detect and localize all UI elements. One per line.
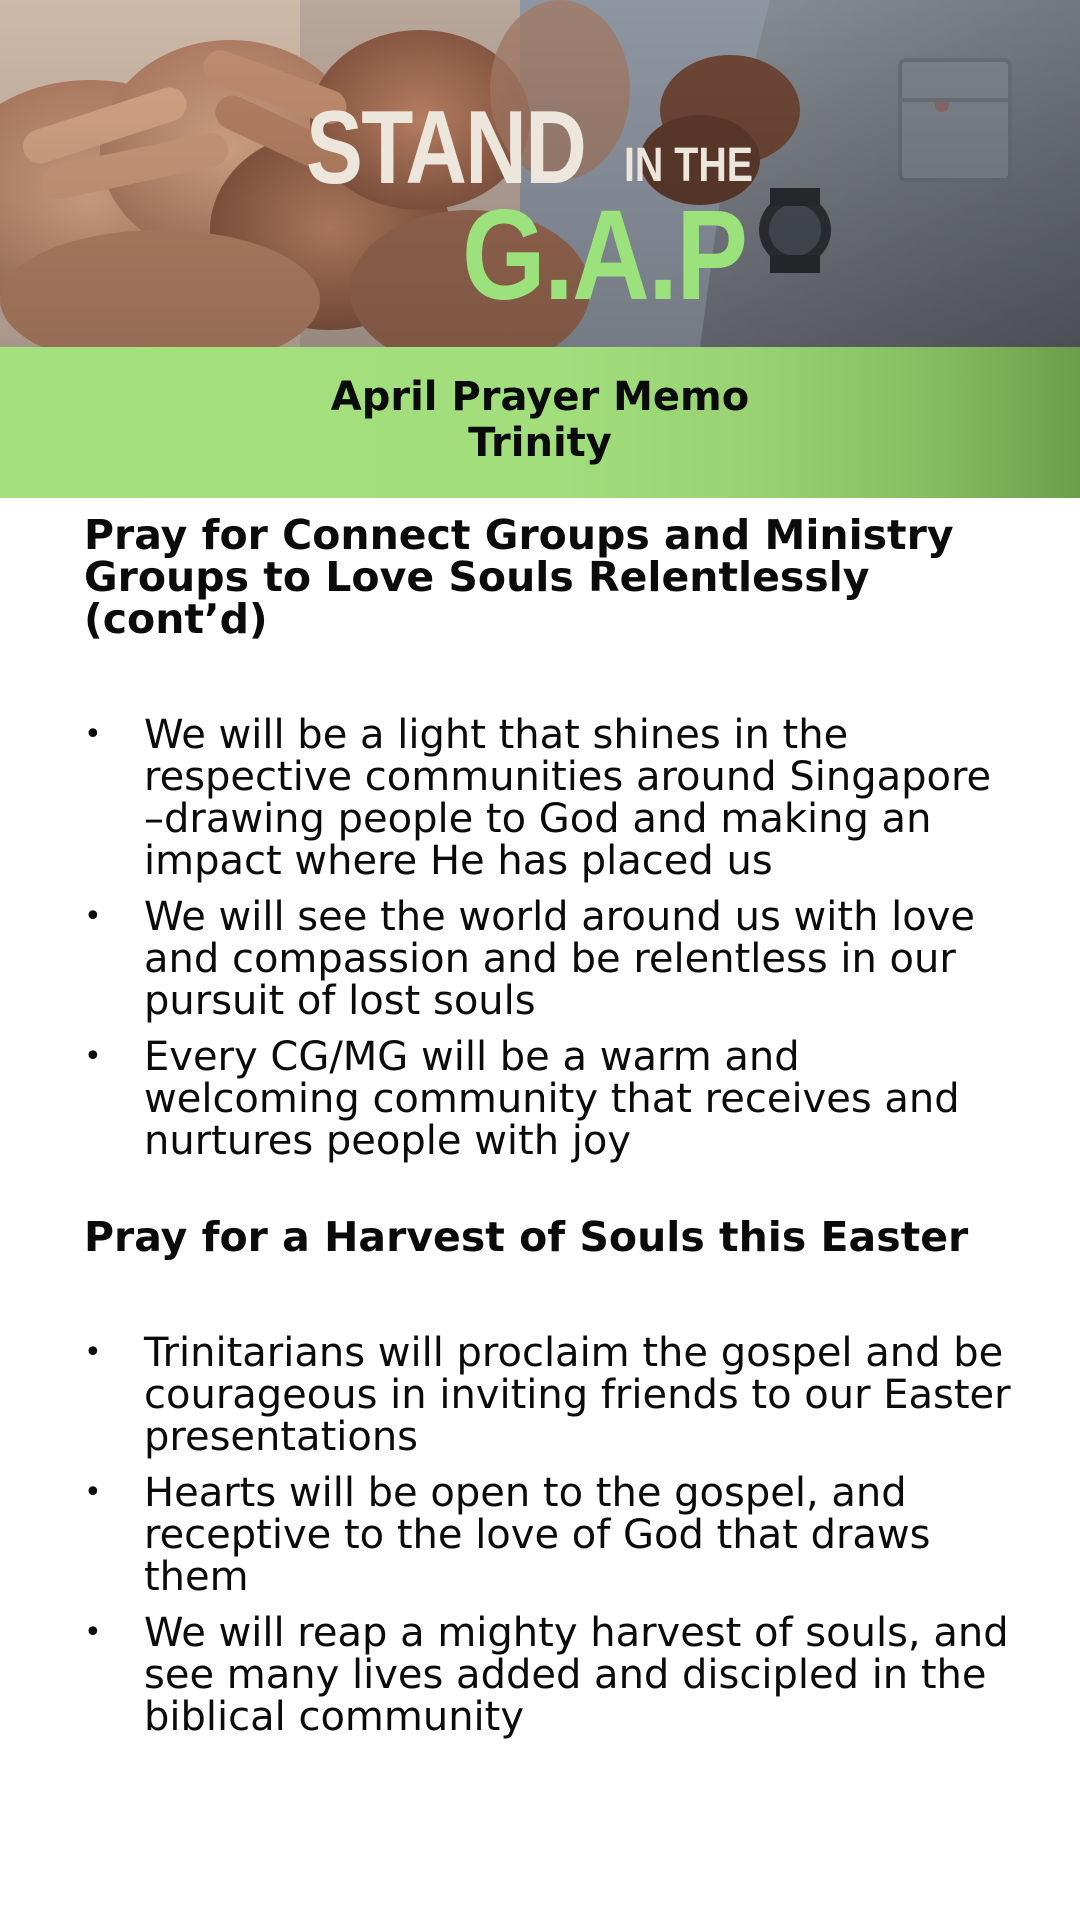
bullet-item bbox=[84, 1332, 1014, 1458]
memo-content bbox=[84, 511, 1014, 1752]
bullet-item bbox=[84, 1472, 1014, 1598]
bullet-dot-icon: • bbox=[84, 1615, 102, 1650]
bullet-item bbox=[84, 1612, 1014, 1738]
bullet-text: We will reap a mighty harvest of souls, and see many lives added and discipled in the biblical community bbox=[144, 1610, 1009, 1740]
bullet-item bbox=[84, 896, 1014, 1022]
bullet-text: We will see the world around us with love and compassion and be relentless in our pursuit of lost souls bbox=[144, 894, 975, 1024]
logo-word-gap: G.A.P bbox=[462, 184, 747, 327]
bullet-dot-icon: • bbox=[84, 1475, 102, 1510]
bullet-text: We will be a light that shines in the respective communities around Singapore –drawing people to God and making an impact where He has placed us bbox=[144, 712, 992, 884]
hero-banner bbox=[0, 0, 1080, 347]
bullet-list bbox=[84, 714, 1014, 1162]
bullet-dot-icon: • bbox=[84, 1335, 102, 1370]
bullet-list bbox=[84, 1332, 1014, 1738]
bullet-item bbox=[84, 1036, 1014, 1162]
bullet-dot-icon: • bbox=[84, 717, 102, 752]
memo-title: April Prayer Memo bbox=[330, 374, 750, 420]
section-heading: Pray for Connect Groups and Ministry Groups to Love Souls Relentlessly (cont’d) bbox=[84, 511, 954, 643]
stand-in-the-gap-logo bbox=[0, 0, 1080, 347]
logo-words-in-the: IN THE bbox=[624, 139, 754, 192]
logo-word-stand: STAND bbox=[306, 90, 586, 206]
bullet-item bbox=[84, 714, 1014, 882]
bullet-dot-icon: • bbox=[84, 899, 102, 934]
bullet-dot-icon: • bbox=[84, 1039, 102, 1074]
memo-subtitle: Trinity bbox=[468, 420, 612, 466]
bullet-text: Hearts will be open to the gospel, and receptive to the love of God that draws them bbox=[144, 1470, 931, 1600]
section-heading: Pray for a Harvest of Souls this Easter bbox=[84, 1213, 969, 1261]
bullet-text: Every CG/MG will be a warm and welcoming community that receives and nurtures people with joy bbox=[144, 1034, 960, 1164]
bullet-text: Trinitarians will proclaim the gospel and be courageous in inviting friends to our Easter presentations bbox=[144, 1330, 1011, 1460]
